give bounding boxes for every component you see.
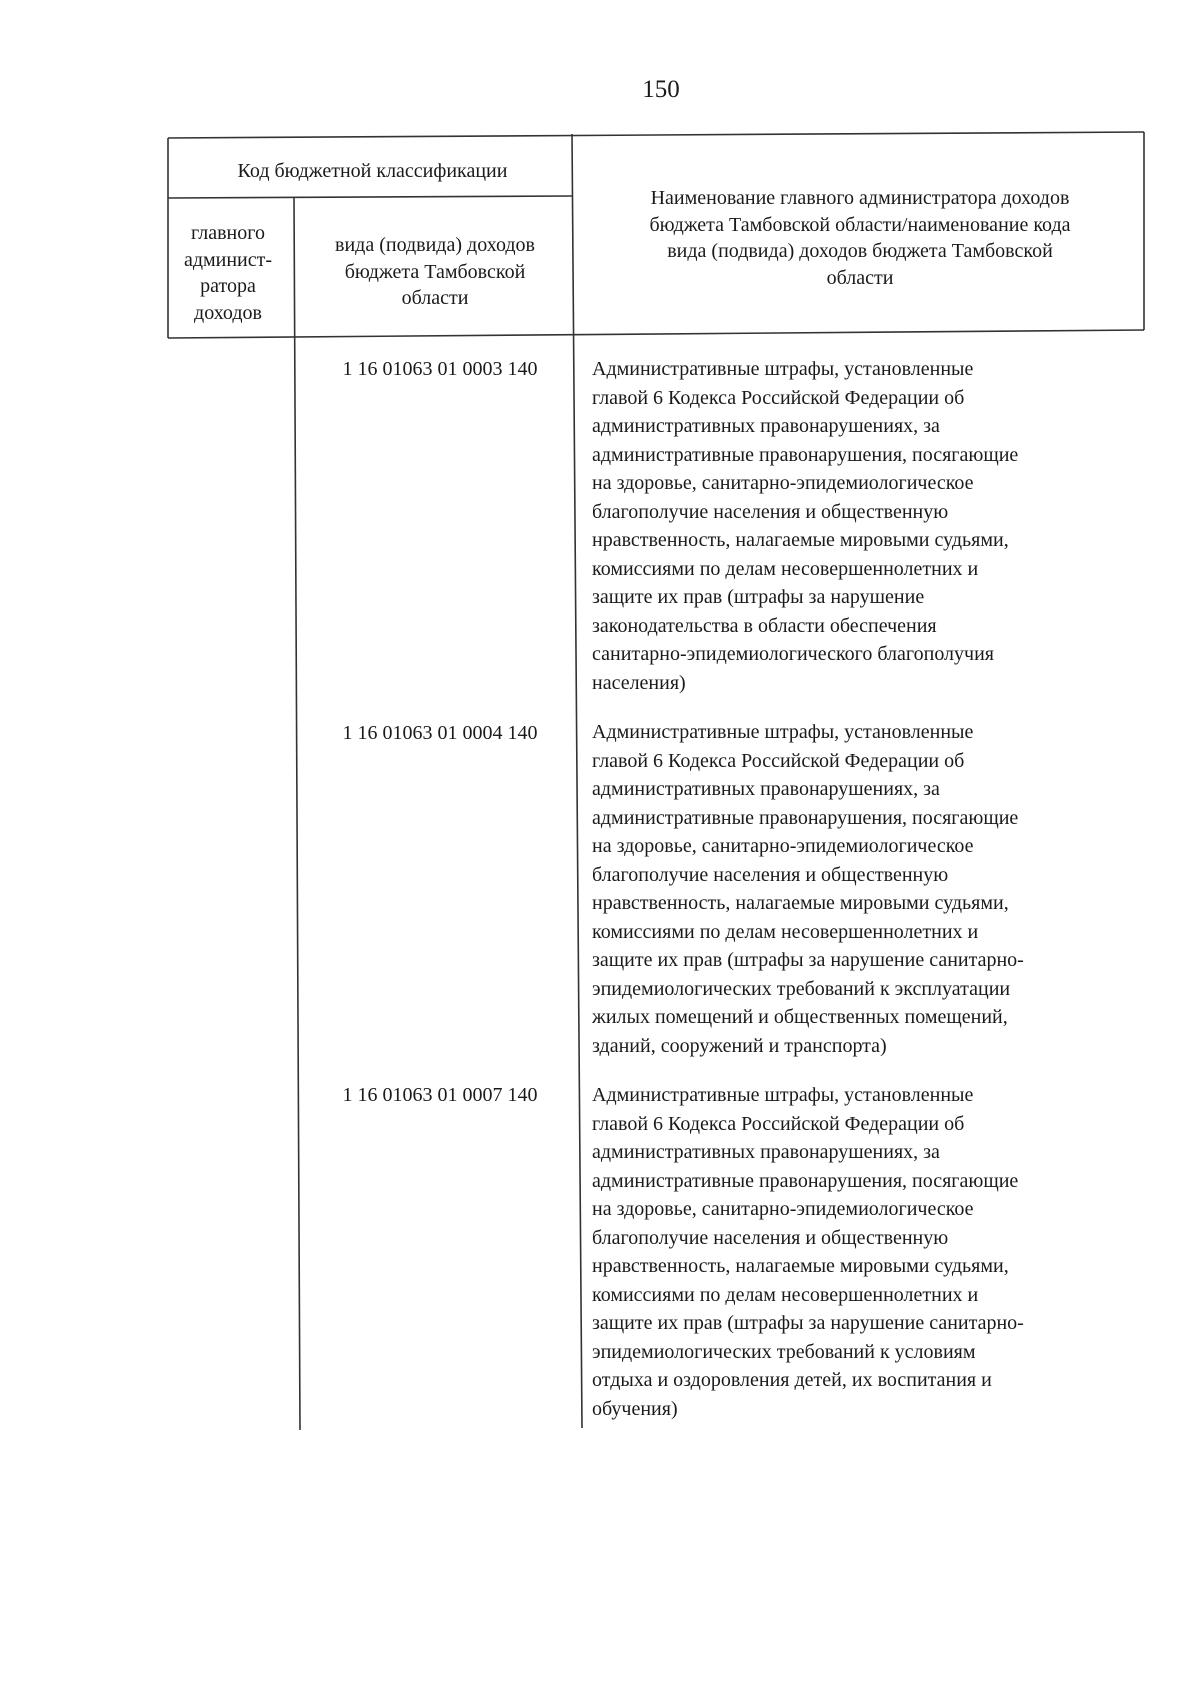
description-line: административных правонарушениях, за	[592, 778, 940, 800]
header-admin-line: доходов	[194, 301, 262, 324]
description-line: Административные штрафы, установленные	[592, 721, 974, 743]
description-line: Административные штрафы, установленные	[592, 358, 974, 380]
description-line: на здоровье, санитарно-эпидемиологическое	[592, 1198, 974, 1220]
table-row-code: 1 16 01063 01 0007 140	[342, 1084, 538, 1106]
description-line: административные правонарушения, посягающие	[592, 806, 1019, 829]
description-line: на здоровье, санитарно-эпидемиологическое	[592, 472, 974, 494]
description-line: защите их прав (штрафы за нарушение	[592, 586, 925, 608]
description-line: административные правонарушения, посягающие	[592, 1169, 1019, 1192]
description-line: обучения)	[592, 1397, 678, 1420]
header-name-column	[590, 185, 1130, 291]
header-admin-line: админист-	[183, 248, 273, 271]
description-line: зданий, сооружений и транспорта)	[592, 1034, 887, 1057]
header-name-line: вида (подвида) доходов бюджета Тамбовской	[667, 240, 1053, 262]
description-line: административных правонарушениях, за	[592, 415, 940, 437]
description-line: благополучие населения и общественную	[592, 1226, 949, 1249]
description-line: административных правонарушениях, за	[592, 1141, 940, 1163]
description-line: нравственность, налагаемые мировыми судьями,	[592, 892, 1009, 914]
header-admin-line: ратора	[200, 275, 256, 297]
description-line: главой 6 Кодекса Российской Федерации об	[592, 749, 965, 772]
header-kind-line: вида (подвида) доходов	[335, 234, 535, 256]
table-row-code: 1 16 01063 01 0003 140	[342, 358, 538, 380]
table-row-description	[592, 718, 1132, 1060]
description-line: нравственность, налагаемые мировыми судьями,	[592, 529, 1009, 551]
header-name-line: бюджета Тамбовской области/наименование кода	[649, 213, 1071, 236]
description-line: населения)	[592, 671, 686, 694]
description-line: защите их прав (штрафы за нарушение санитарно-	[592, 1312, 1024, 1334]
description-line: главой 6 Кодекса Российской Федерации об	[592, 1112, 965, 1135]
description-line: Административные штрафы, установленные	[592, 1084, 974, 1106]
description-line: административные правонарушения, посягающие	[592, 443, 1019, 466]
description-line: эпидемиологических требований к условиям	[592, 1340, 976, 1363]
table-row-description	[592, 355, 1132, 697]
table-row-description	[592, 1081, 1132, 1423]
description-line: комиссиями по делам несовершеннолетних и	[592, 1283, 979, 1306]
header-kind-line: области	[401, 287, 469, 309]
description-line: комиссиями по делам несовершеннолетних и	[592, 920, 979, 943]
description-line: комиссиями по делам несовершеннолетних и	[592, 557, 979, 580]
header-kind-line: бюджета Тамбовской	[344, 260, 526, 283]
description-line: благополучие населения и общественную	[592, 500, 949, 523]
description-line: благополучие населения и общественную	[592, 863, 949, 886]
table-row-code: 1 16 01063 01 0004 140	[342, 722, 538, 744]
description-line: жилых помещений и общественных помещений,	[592, 1006, 1008, 1028]
description-line: на здоровье, санитарно-эпидемиологическое	[592, 835, 974, 857]
header-kind-column	[300, 232, 570, 312]
description-line: нравственность, налагаемые мировыми судьями,	[592, 1255, 1009, 1277]
description-line: эпидемиологических требований к эксплуатации	[592, 977, 1011, 1000]
description-line: отдыха и оздоровления детей, их воспитания и	[592, 1369, 992, 1391]
header-name-line: Наименование главного администратора доходов	[650, 187, 1070, 209]
header-admin-line: главного	[191, 222, 265, 244]
description-line: защите их прав (штрафы за нарушение санитарно-	[592, 949, 1024, 971]
page-number: 150	[642, 76, 680, 103]
header-name-line: области	[826, 266, 894, 289]
description-line: главой 6 Кодекса Российской Федерации об	[592, 386, 965, 409]
header-admin-column	[168, 220, 288, 326]
description-line: законодательства в области обеспечения	[592, 614, 937, 637]
description-line: санитарно-эпидемиологического благополучия	[592, 643, 994, 665]
header-code-group: Код бюджетной классификации	[237, 160, 508, 182]
